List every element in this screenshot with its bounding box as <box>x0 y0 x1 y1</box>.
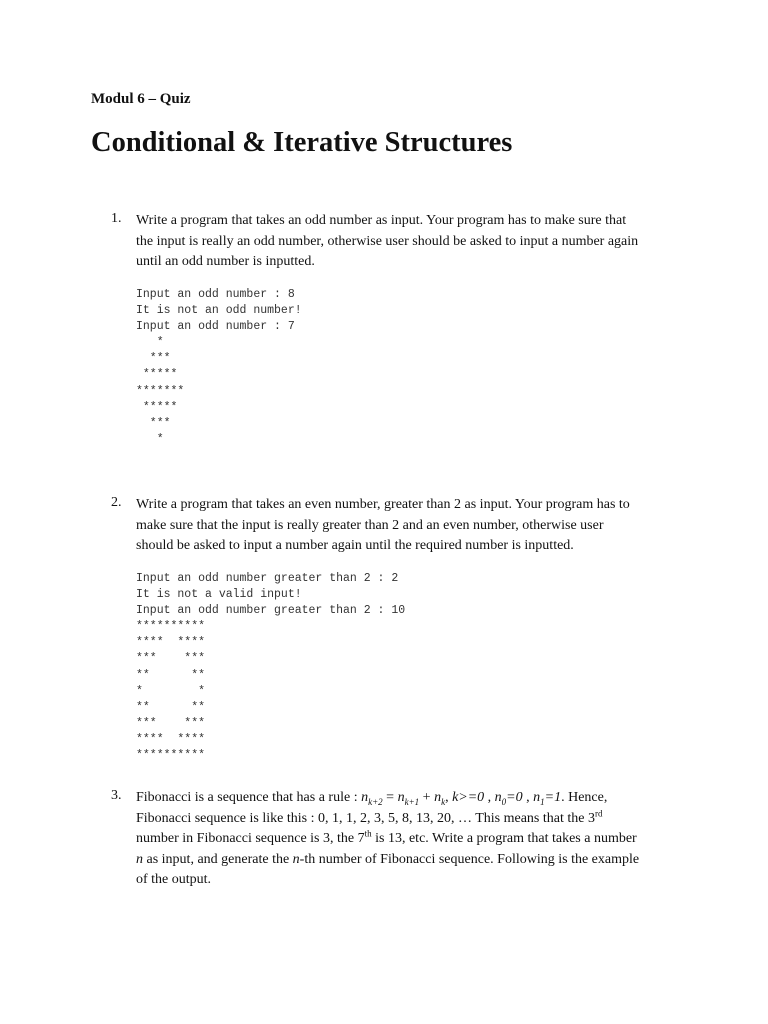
code-line: ******* <box>136 384 185 398</box>
question-1-text <box>136 211 696 273</box>
code-line: ***** <box>136 400 178 414</box>
question-2-example-output <box>136 571 405 764</box>
code-line: * <box>136 336 164 350</box>
code-line: *** *** <box>136 652 206 666</box>
code-line: **** **** <box>136 732 206 746</box>
question-2-number: 2. <box>111 495 122 510</box>
question-line: Write a program that takes an odd number as input. Your program has to make sure that <box>136 213 627 228</box>
page-title: Conditional & Iterative Structures <box>91 127 513 158</box>
question-3-text <box>136 788 696 891</box>
code-line: *** *** <box>136 716 206 730</box>
question-line: Fibonacci is a sequence that has a rule : $n_{k+2} = n_{k+1} + n_k$, k>=0 , $n_0=0$ , $n_1=1$. Hence, <box>136 790 608 807</box>
code-line: Input an odd number : 7 <box>136 320 295 334</box>
question-line: number in Fibonacci sequence is 3, the 7th is 13, etc. Write a program that takes a number <box>136 828 637 846</box>
question-3-number: 3. <box>111 788 122 803</box>
code-line: It is not a valid input! <box>136 588 302 602</box>
code-line: *** <box>136 352 171 366</box>
code-line: ********** <box>136 749 206 763</box>
question-line: the input is really an odd number, otherwise user should be asked to input a number again <box>136 233 639 249</box>
question-line: n as input, and generate the n-th number of Fibonacci sequence. Following is the example <box>136 851 640 867</box>
code-line: Input an odd number : 8 <box>136 288 295 301</box>
code-line: ********** <box>136 620 206 634</box>
code-line: Input an odd number greater than 2 : 10 <box>136 604 406 618</box>
question-line: until an odd number is inputted. <box>136 254 315 269</box>
code-line: ** ** <box>136 700 206 714</box>
question-2-text <box>136 495 696 557</box>
code-line: Input an odd number greater than 2 : 2 <box>136 572 399 585</box>
code-line: **** **** <box>136 636 206 650</box>
code-line: * * <box>136 684 206 698</box>
question-line: Fibonacci sequence is like this : 0, 1, 1, 2, 3, 5, 8, 13, 20, … This means that the 3rd <box>136 807 603 826</box>
question-line: of the output. <box>136 872 212 887</box>
code-line: ***** <box>136 368 178 382</box>
question-line: Write a program that takes an even number, greater than 2 as input. Your program has to <box>136 497 630 512</box>
question-1-example-output <box>136 287 302 448</box>
code-line: ** ** <box>136 668 206 682</box>
module-label: Modul 6 – Quiz <box>91 91 191 107</box>
question-1-number: 1. <box>111 211 122 226</box>
code-line: * <box>136 432 164 446</box>
question-line: should be asked to input a number again until the required number is inputted. <box>136 538 574 553</box>
question-line: make sure that the input is really greater than 2 and an even number, otherwise user <box>136 517 604 533</box>
code-line: It is not an odd number! <box>136 304 302 318</box>
code-line: *** <box>136 416 171 430</box>
